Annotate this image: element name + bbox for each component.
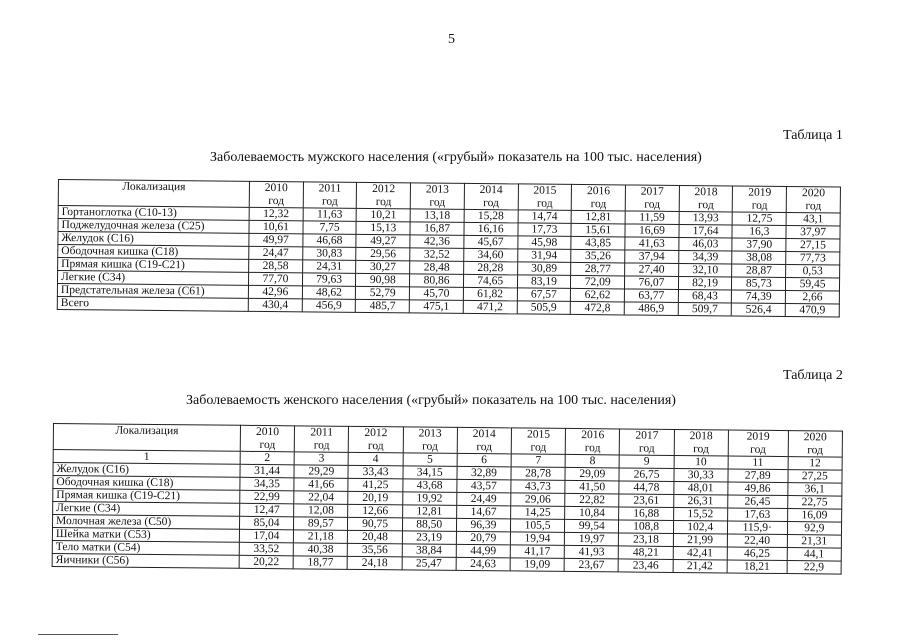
value-cell: 20,22 (239, 555, 293, 569)
index-cell: 4 (349, 452, 403, 466)
table2-header-year: 2018 год (674, 429, 728, 456)
value-cell: 30,83 (302, 247, 356, 261)
index-cell: 2 (240, 451, 294, 465)
value-cell: 42,41 (673, 546, 727, 560)
index-cell: 8 (565, 454, 619, 468)
value-cell: 43,1 (786, 212, 840, 226)
table2-header-location: Локализация (53, 424, 240, 452)
value-cell: 37,94 (625, 250, 679, 264)
table1 (57, 179, 841, 318)
value-cell: 41,63 (625, 237, 679, 251)
value-cell: 31,94 (517, 249, 571, 263)
location-cell: Гортаноглотка (C10-13) (58, 206, 249, 221)
value-cell: 19,97 (565, 532, 619, 546)
value-cell: 43,68 (402, 479, 456, 493)
value-cell: 42,36 (410, 235, 464, 249)
value-cell: 23,61 (619, 494, 673, 508)
value-cell: 24,49 (457, 492, 511, 506)
value-cell: 24,31 (302, 260, 356, 274)
value-cell: 28,48 (410, 261, 464, 275)
value-cell: 49,27 (356, 234, 410, 248)
value-cell: 83,19 (517, 275, 571, 289)
value-cell: 23,18 (619, 533, 673, 547)
table2-body (52, 450, 842, 575)
location-cell: Легкие (C34) (57, 271, 248, 286)
table1-header-year: 2017 год (625, 185, 679, 212)
value-cell: 19,94 (510, 532, 564, 546)
index-cell: 11 (728, 456, 788, 470)
table2-title: Заболеваемость женского населения («грубый» показатель на 100 тыс. населения) (186, 393, 676, 408)
value-cell: 46,25 (727, 547, 787, 561)
bottom-rule (38, 634, 118, 635)
value-cell: 20,48 (348, 530, 402, 544)
location-cell: Всего (57, 296, 248, 311)
value-cell: 68,43 (678, 289, 732, 303)
value-cell: 37,90 (732, 238, 786, 252)
value-cell: 32,89 (457, 466, 511, 480)
location-cell: Ободочная кишка (C18) (58, 245, 249, 260)
value-cell: 10,21 (357, 208, 411, 222)
value-cell: 16,09 (787, 509, 841, 523)
value-cell: 17,04 (239, 529, 293, 543)
value-cell: 88,50 (402, 518, 456, 532)
value-cell: 74,65 (463, 274, 517, 288)
value-cell: 0,53 (786, 264, 840, 278)
location-cell: Легкие (C34) (53, 502, 240, 517)
value-cell: 31,44 (240, 464, 294, 478)
location-cell: Яичники (C56) (52, 553, 239, 568)
value-cell: 46,68 (303, 234, 357, 248)
table2-header-year: 2015 год (511, 428, 565, 455)
value-cell: 2,66 (786, 290, 840, 304)
value-cell: 509,7 (678, 302, 732, 316)
value-cell: 13,18 (410, 209, 464, 223)
value-cell: 62,62 (571, 288, 625, 302)
value-cell: 85,73 (732, 277, 786, 291)
value-cell: 23,46 (619, 559, 673, 573)
value-cell: 37,97 (786, 225, 840, 239)
value-cell: 16,3 (732, 225, 786, 239)
value-cell: 99,54 (565, 519, 619, 533)
value-cell: 35,56 (348, 543, 402, 557)
value-cell: 61,82 (463, 287, 517, 301)
table1-header-year: 2013 год (410, 183, 464, 210)
value-cell: 14,74 (518, 210, 572, 224)
value-cell: 17,73 (518, 223, 572, 237)
value-cell: 96,39 (456, 518, 510, 532)
value-cell: 29,29 (294, 465, 348, 479)
value-cell: 63,77 (624, 289, 678, 303)
value-cell: 27,89 (728, 469, 788, 483)
value-cell: 92,9 (787, 522, 841, 536)
table2-header-year: 2010 год (240, 425, 294, 452)
value-cell: 19,92 (402, 492, 456, 506)
index-cell: 6 (457, 453, 511, 467)
value-cell: 29,06 (511, 493, 565, 507)
value-cell: 23,67 (564, 558, 618, 572)
table2 (52, 423, 843, 575)
index-cell: 1 (53, 450, 240, 465)
value-cell: 7,75 (303, 221, 357, 235)
value-cell: 34,15 (403, 466, 457, 480)
value-cell: 115,9· (727, 521, 787, 535)
value-cell: 15,28 (464, 209, 518, 223)
value-cell: 27,15 (786, 238, 840, 252)
value-cell: 34,39 (678, 250, 732, 264)
value-cell: 29,56 (356, 247, 410, 261)
value-cell: 15,61 (571, 223, 625, 237)
value-cell: 20,79 (456, 531, 510, 545)
value-cell: 27,40 (625, 263, 679, 277)
value-cell: 43,57 (457, 479, 511, 493)
table1-header-year: 2011 год (303, 182, 357, 209)
value-cell: 12,66 (348, 504, 402, 518)
value-cell: 43,73 (511, 480, 565, 494)
value-cell: 17,63 (727, 508, 787, 522)
value-cell: 28,77 (571, 262, 625, 276)
value-cell: 24,18 (348, 556, 402, 570)
value-cell: 26,75 (619, 468, 673, 482)
value-cell: 26,31 (673, 494, 727, 508)
value-cell: 46,03 (679, 237, 733, 251)
location-cell: Прямая кишка (C19-C21) (58, 258, 249, 273)
value-cell: 48,21 (619, 546, 673, 560)
table2-header-year: 2011 год (294, 426, 348, 453)
value-cell: 79,63 (302, 273, 356, 287)
value-cell: 15,52 (673, 507, 727, 521)
value-cell: 24,63 (456, 557, 510, 571)
table2-header-year: 2020 год (788, 431, 843, 458)
table1-header-year: 2010 год (249, 181, 303, 208)
value-cell: 471,2 (463, 300, 517, 314)
value-cell: 45,98 (517, 236, 571, 250)
index-cell: 12 (788, 457, 842, 471)
value-cell: 85,04 (239, 516, 293, 530)
value-cell: 34,60 (464, 248, 518, 262)
value-cell: 74,39 (732, 290, 786, 304)
table1-header-year: 2018 год (679, 185, 733, 212)
value-cell: 22,75 (787, 496, 841, 510)
value-cell: 470,9 (785, 303, 839, 317)
value-cell: 28,87 (732, 264, 786, 278)
value-cell: 90,98 (356, 273, 410, 287)
table1-header-year: 2012 год (357, 182, 411, 209)
table1-header-year: 2019 год (733, 186, 787, 213)
value-cell: 45,67 (464, 235, 518, 249)
value-cell: 34,35 (240, 477, 294, 491)
value-cell: 41,25 (348, 478, 402, 492)
value-cell: 11,63 (303, 208, 357, 222)
table1-header-year: 2020 год (786, 186, 840, 213)
value-cell: 29,09 (565, 467, 619, 481)
value-cell: 49,97 (249, 233, 303, 247)
value-cell: 33,43 (348, 465, 402, 479)
table1-body (57, 206, 840, 318)
value-cell: 42,96 (248, 285, 302, 299)
value-cell: 52,79 (356, 286, 410, 300)
index-cell: 9 (620, 455, 674, 469)
value-cell: 22,04 (294, 491, 348, 505)
value-cell: 16,87 (410, 222, 464, 236)
value-cell: 475,1 (409, 300, 463, 314)
table2-header-year: 2012 год (349, 426, 403, 453)
value-cell: 76,07 (625, 276, 679, 290)
table1-label: Таблица 1 (783, 128, 843, 143)
value-cell: 15,13 (356, 221, 410, 235)
location-cell: Поджелудочная железа (C25) (58, 219, 249, 234)
location-cell: Желудок (C16) (58, 232, 249, 247)
table1-header-year: 2016 год (572, 184, 626, 211)
value-cell: 14,67 (456, 505, 510, 519)
value-cell: 13,93 (679, 211, 733, 225)
value-cell: 30,33 (674, 468, 728, 482)
page-number: 5 (448, 32, 455, 47)
value-cell: 12,81 (571, 210, 625, 224)
location-cell: Предстательная железа (C61) (57, 284, 248, 299)
value-cell: 18,77 (293, 556, 347, 570)
location-cell: Ободочная кишка (C18) (53, 476, 240, 491)
value-cell: 10,61 (249, 220, 303, 234)
table2-label: Таблица 2 (783, 368, 843, 383)
value-cell: 77,70 (248, 272, 302, 286)
value-cell: 16,16 (464, 222, 518, 236)
table2-header-year: 2013 год (403, 427, 457, 454)
value-cell: 526,4 (732, 303, 786, 317)
value-cell: 12,47 (240, 503, 294, 517)
value-cell: 12,75 (733, 212, 787, 226)
value-cell: 41,50 (565, 480, 619, 494)
value-cell: 19,09 (510, 558, 564, 572)
index-cell: 7 (511, 454, 565, 468)
value-cell: 41,66 (294, 478, 348, 492)
location-cell: Тело матки (C54) (52, 540, 239, 555)
value-cell: 485,7 (356, 299, 410, 313)
value-cell: 38,84 (402, 544, 456, 558)
index-cell: 3 (294, 452, 348, 466)
value-cell: 36,1 (787, 483, 841, 497)
table2-header-year: 2014 год (457, 427, 511, 454)
value-cell: 22,99 (240, 490, 294, 504)
index-cell: 10 (674, 455, 728, 469)
value-cell: 105,5 (510, 519, 564, 533)
value-cell: 44,99 (456, 544, 510, 558)
table1-header-year: 2015 год (518, 184, 572, 211)
value-cell: 45,70 (410, 287, 464, 301)
value-cell: 24,47 (249, 246, 303, 260)
value-cell: 20,19 (348, 491, 402, 505)
value-cell: 430,4 (248, 298, 302, 312)
table2-header-year: 2019 год (728, 430, 788, 457)
value-cell: 486,9 (624, 302, 678, 316)
value-cell: 40,38 (293, 543, 347, 557)
value-cell: 10,84 (565, 506, 619, 520)
value-cell: 21,18 (294, 530, 348, 544)
value-cell: 28,58 (249, 259, 303, 273)
value-cell: 41,17 (510, 545, 564, 559)
value-cell: 14,25 (511, 506, 565, 520)
value-cell: 80,86 (410, 274, 464, 288)
value-cell: 32,10 (678, 263, 732, 277)
value-cell: 41,93 (564, 545, 618, 559)
value-cell: 48,01 (673, 481, 727, 495)
table1-header-location: Локализация (58, 180, 249, 208)
value-cell: 48,62 (302, 286, 356, 300)
value-cell: 456,9 (302, 299, 356, 313)
location-cell: Прямая кишка (C19-C21) (53, 489, 240, 504)
value-cell: 21,99 (673, 533, 727, 547)
value-cell: 49,86 (728, 482, 788, 496)
value-cell: 82,19 (678, 276, 732, 290)
value-cell: 18,21 (727, 560, 787, 574)
value-cell: 67,57 (517, 288, 571, 302)
value-cell: 16,88 (619, 507, 673, 521)
value-cell: 23,19 (402, 531, 456, 545)
value-cell: 43,85 (571, 236, 625, 250)
value-cell: 17,64 (679, 224, 733, 238)
value-cell: 21,42 (673, 559, 727, 573)
value-cell: 472,8 (571, 301, 625, 315)
location-cell: Молочная железа (C50) (52, 515, 239, 530)
value-cell: 505,9 (517, 301, 571, 315)
value-cell: 25,47 (402, 557, 456, 571)
value-cell: 27,25 (788, 470, 842, 484)
value-cell: 32,52 (410, 248, 464, 262)
value-cell: 12,81 (402, 505, 456, 519)
value-cell: 22,9 (787, 561, 841, 575)
value-cell: 30,89 (517, 262, 571, 276)
value-cell: 26,45 (728, 495, 788, 509)
value-cell: 11,59 (625, 211, 679, 225)
value-cell: 30,27 (356, 260, 410, 274)
value-cell: 108,8 (619, 520, 673, 534)
index-cell: 5 (403, 453, 457, 467)
value-cell: 90,75 (348, 517, 402, 531)
location-cell: Желудок (C16) (53, 463, 240, 478)
table2-header-year: 2016 год (565, 428, 619, 455)
value-cell: 102,4 (673, 520, 727, 534)
value-cell: 59,45 (786, 277, 840, 291)
value-cell: 28,28 (463, 261, 517, 275)
value-cell: 22,40 (727, 534, 787, 548)
value-cell: 33,52 (239, 542, 293, 556)
value-cell: 44,1 (787, 548, 841, 562)
value-cell: 12,32 (249, 207, 303, 221)
value-cell: 12,08 (294, 504, 348, 518)
value-cell: 21,31 (787, 535, 841, 549)
value-cell: 38,08 (732, 251, 786, 265)
value-cell: 35,26 (571, 249, 625, 263)
value-cell: 77,73 (786, 251, 840, 265)
value-cell: 22,82 (565, 493, 619, 507)
value-cell: 72,09 (571, 275, 625, 289)
value-cell: 16,69 (625, 224, 679, 238)
location-cell: Шейка матки (C53) (52, 528, 239, 543)
value-cell: 89,57 (294, 517, 348, 531)
value-cell: 44,78 (619, 481, 673, 495)
value-cell: 28,78 (511, 467, 565, 481)
table1-header-year: 2014 год (464, 183, 518, 210)
table1-title: Заболеваемость мужского населения («грубый» показатель на 100 тыс. населения) (210, 150, 702, 165)
table2-header-year: 2017 год (620, 429, 674, 456)
